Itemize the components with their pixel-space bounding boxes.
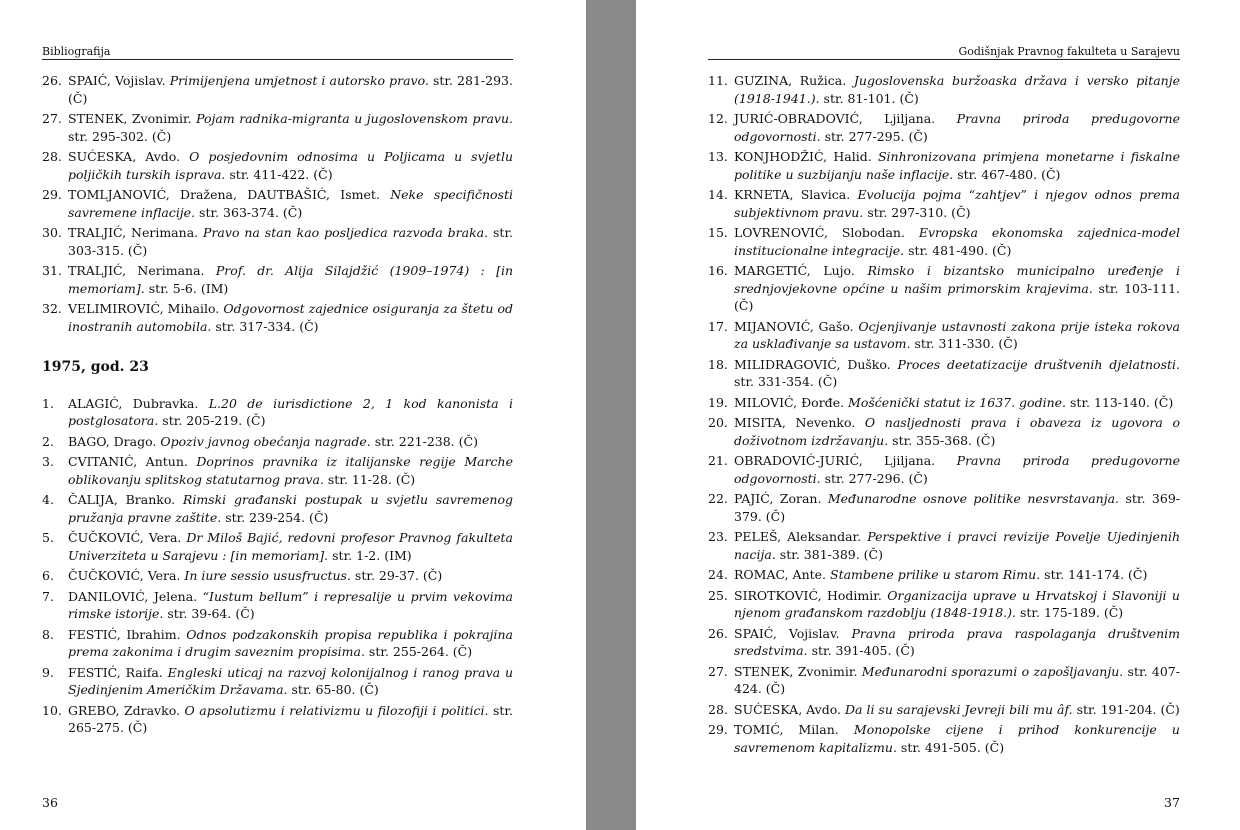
entry-author: PAJIĆ, Zoran. <box>734 491 822 506</box>
entry-number: 23. <box>708 529 728 544</box>
bibliography-entry <box>708 148 1180 183</box>
entry-author: ČUČKOVIĆ, Vera. <box>68 530 182 545</box>
entry-author: GREBO, Zdravko. <box>68 702 180 718</box>
entry-title: Engleski uticaj na razvoj kolonijalnog i ranog prava u Sjedinjenim Američkim Državama. <box>68 664 513 697</box>
entry-number: 19. <box>708 394 728 410</box>
bibliography-entry <box>708 394 1180 412</box>
bibliography-entry <box>708 663 1180 698</box>
entry-author: SUĆESKA, Avdo. <box>68 149 181 164</box>
page-number-right: 37 <box>1164 795 1180 810</box>
entry-author: MILIDRAGOVIĆ, Duško. <box>734 356 891 372</box>
entry-pages: str. 141-174. (Č) <box>1044 567 1148 582</box>
entry-pages: str. 381-389. (Č) <box>779 546 883 562</box>
entry-text[interactable] <box>734 224 1180 259</box>
entry-number: 1. <box>42 395 54 411</box>
bibliography-entry <box>42 433 513 451</box>
entry-text[interactable] <box>734 262 1180 315</box>
entry-text[interactable] <box>68 186 513 221</box>
entry-author: BAGO, Drago. <box>68 433 157 449</box>
entry-title: Sinhronizovana primjena monetarne i fiskalne politike u suzbijanju naše inflacije. <box>734 149 1180 182</box>
bibliography-entry <box>42 453 513 488</box>
entry-pages: str. 81-101. (Č) <box>823 90 919 106</box>
entry-text[interactable] <box>734 528 1180 563</box>
entry-number: 9. <box>42 664 54 680</box>
entry-author: FESTIĆ, Ibrahim. <box>68 626 181 642</box>
entry-pages: str. 113-140. (Č) <box>1070 394 1174 410</box>
entry-author: TOMIĆ, Milan. <box>734 722 839 737</box>
entry-pages: str. 205-219. (Č) <box>162 413 266 428</box>
entry-pages: str. 277-296. (Č) <box>824 470 928 486</box>
entry-title: Pojam radnika-migranta u jugoslovenskom pravu. <box>196 111 513 126</box>
bibliography-entry <box>42 224 513 259</box>
entry-text[interactable] <box>734 490 1180 525</box>
entry-author: KRNETA, Slavica. <box>734 187 851 202</box>
entry-text[interactable] <box>68 395 513 430</box>
entry-author: GUZINA, Ružica. <box>734 73 847 88</box>
entry-pages: str. 297-310. (Č) <box>867 204 971 220</box>
entry-title: Mošćenički statut iz 1637. godine. <box>848 394 1067 410</box>
entry-title: O nasljednosti prava i obaveza iz ugovora o doživotnom izdržavanju. <box>734 415 1180 448</box>
entry-text[interactable] <box>68 262 513 297</box>
entry-text[interactable] <box>734 110 1180 145</box>
entry-title: Odgovornost zajednice osiguranja za štetu od inostranih automobila. <box>68 301 513 334</box>
entry-text[interactable] <box>734 186 1180 221</box>
bibliography-entry <box>708 452 1180 487</box>
entry-title: Rimsko i bizantsko municipalno uređenje i srednjovjekovne općine u našim primorskim krajevima. <box>734 263 1180 296</box>
entry-text[interactable] <box>68 110 513 145</box>
entry-title: Proces deetatizacije društvenih djelatnosti. <box>897 356 1180 372</box>
entry-title: Doprinos pravnika iz italijanske regije Marche oblikovanju splitskog statutarnog prava. <box>68 454 513 487</box>
entry-number: 15. <box>708 225 728 240</box>
entry-author: OBRADOVIĆ-JURIĆ, Ljiljana. <box>734 453 936 468</box>
entry-pages: str. 363-374. (Č) <box>199 204 303 220</box>
entry-text[interactable] <box>734 566 1180 584</box>
entry-number: 5. <box>42 530 54 545</box>
bibliography-list-1975-continued <box>708 72 1180 756</box>
entry-title: Rimski građanski postupak u svjetlu savremenog pružanja pravne zaštite. <box>68 492 513 525</box>
entry-text[interactable] <box>734 721 1180 756</box>
entry-number: 26. <box>42 73 62 88</box>
entry-number: 18. <box>708 356 728 372</box>
entry-pages: str. 265-275. (Č) <box>68 702 513 735</box>
entry-title: O posjedovnim odnosima u Poljicama u svjetlu poljičkih turskih isprava. <box>68 149 513 182</box>
entry-title: Evropska ekonomska zajednica-model institucionalne integracije. <box>734 225 1180 258</box>
entry-pages: str. 191-204. (Č) <box>1076 701 1180 717</box>
bibliography-entry <box>708 72 1180 107</box>
entry-author: SPAIĆ, Vojislav. <box>734 625 840 641</box>
entry-number: 14. <box>708 187 728 202</box>
entry-text[interactable] <box>68 702 513 737</box>
entry-pages: str. 221-238. (Č) <box>374 433 478 449</box>
entry-author: SUĆESKA, Avdo. <box>734 701 842 717</box>
entry-number: 13. <box>708 149 728 164</box>
entry-title: Stambene prilike u starom Rimu. <box>830 567 1041 582</box>
entry-number: 29. <box>42 187 62 202</box>
entry-title: In iure sessio ususfructus. <box>184 568 351 583</box>
entry-pages: str. 295-302. (Č) <box>68 128 172 144</box>
bibliography-entry <box>42 186 513 221</box>
entry-number: 25. <box>708 587 728 603</box>
entry-number: 4. <box>42 492 54 507</box>
entry-number: 7. <box>42 588 54 604</box>
entry-text[interactable] <box>68 491 513 526</box>
bibliography-entry <box>708 110 1180 145</box>
bibliography-entry <box>42 72 513 107</box>
entry-title: Ocjenjivanje ustavnosti zakona prije isteka rokova za usklađivanje sa ustavom. <box>734 318 1181 351</box>
bibliography-entry <box>42 148 513 183</box>
entry-pages: str. 355-368. (Č) <box>892 432 996 448</box>
entry-number: 12. <box>708 111 728 126</box>
entry-pages: str. 11-28. (Č) <box>327 471 416 487</box>
entry-author: TOMLJANOVIĆ, Dražena, DAUTBAŠIĆ, Ismet. <box>68 187 380 202</box>
entry-text[interactable] <box>734 148 1180 183</box>
entry-title: Pravna priroda predugovorne odgovornosti. <box>734 453 1180 486</box>
bibliography-entry <box>42 588 513 623</box>
entry-pages: str. 411-422. (Č) <box>229 166 333 182</box>
page-number-left: 36 <box>42 795 58 810</box>
entry-number: 10. <box>42 702 62 718</box>
entry-pages: str. 239-254. (Č) <box>225 509 329 525</box>
bibliography-list-1975 <box>42 395 513 737</box>
entry-author: MILOVIĆ, Đorđe. <box>734 394 845 410</box>
section-heading-1975: 1975, god. 23 <box>42 359 149 375</box>
entry-author: SIROTKOVIĆ, Hodimir. <box>734 587 882 603</box>
right-column <box>708 72 1180 759</box>
entry-author: CVITANIĆ, Antun. <box>68 454 188 469</box>
entry-number: 11. <box>708 73 728 88</box>
bibliography-entry <box>42 664 513 699</box>
entry-number: 8. <box>42 626 54 642</box>
bibliography-entry <box>708 587 1180 622</box>
entry-pages: str. 175-189. (Č) <box>1019 605 1124 620</box>
entry-text[interactable] <box>734 625 1180 660</box>
entry-title: Organizacija uprave u Hrvatskoj i Slavoniji u njenom građanskom razdoblju (1848-1918.). <box>734 587 1180 620</box>
entry-author: STENEK, Zvonimir. <box>734 663 858 679</box>
entry-number: 32. <box>42 301 62 316</box>
entry-title: Dr Miloš Bajić, redovni profesor Pravnog fakulteta Univerziteta u Sarajevu : [in memoriam]. <box>68 530 513 563</box>
entry-number: 16. <box>708 263 728 278</box>
bibliography-entry <box>42 567 513 585</box>
entry-number: 22. <box>708 491 728 506</box>
entry-number: 3. <box>42 454 54 469</box>
entry-number: 28. <box>708 701 728 717</box>
entry-text[interactable] <box>68 529 513 564</box>
entry-title: Pravo na stan kao posljedica razvoda braka. <box>203 225 489 240</box>
entry-title: Pravna priroda predugovorne odgovornosti. <box>734 111 1180 144</box>
bibliography-entry <box>708 721 1180 756</box>
entry-number: 17. <box>708 318 728 334</box>
entry-pages: str. 29-37. (Č) <box>354 568 443 583</box>
entry-number: 2. <box>42 433 54 449</box>
bibliography-entry <box>42 262 513 297</box>
bibliography-entry <box>42 529 513 564</box>
running-header-right: Godišnjak Pravnog fakulteta u Sarajevu <box>708 45 1180 60</box>
entry-pages: str. 5-6. (IM) <box>148 280 229 296</box>
entry-pages: str. 391-405. (Č) <box>811 643 915 658</box>
entry-pages: str. 277-295. (Č) <box>824 128 928 144</box>
entry-title: Prof. dr. Alija Silajdžić (1909–1974) : [in memoriam]. <box>68 263 513 296</box>
entry-text[interactable] <box>68 72 513 107</box>
entry-text[interactable] <box>68 626 513 661</box>
entry-author: PELEŠ, Aleksandar. <box>734 529 862 544</box>
entry-author: SPAIĆ, Vojislav. <box>68 73 166 88</box>
entry-title: L.20 de iurisdictione 2, 1 kod kanonista i postglosatora. <box>68 395 513 428</box>
entry-author: VELIMIROVIĆ, Mihailo. <box>68 301 220 316</box>
bibliography-entry <box>708 566 1180 584</box>
bibliography-entry <box>42 300 513 335</box>
entry-text[interactable] <box>68 300 513 335</box>
entry-title: Monopolske cijene i prihod konkurencije u savremenom kapitalizmu. <box>734 722 1180 755</box>
bibliography-entry <box>42 395 513 430</box>
bibliography-entry <box>708 490 1180 525</box>
entry-text[interactable] <box>734 414 1180 449</box>
bibliography-entry <box>42 702 513 737</box>
entry-number: 28. <box>42 149 62 164</box>
entry-title: Međunarodne osnove politike nesvrstavanja. <box>827 491 1120 506</box>
entry-title: O apsolutizmu i relativizmu u filozofiji i politici. <box>184 702 489 718</box>
entry-title: Jugoslovenska buržoaska država i versko pitanje (1918-1941.). <box>734 73 1180 106</box>
bibliography-list-1974 <box>42 72 513 335</box>
entry-number: 26. <box>708 625 728 641</box>
entry-number: 30. <box>42 225 62 240</box>
entry-text[interactable] <box>68 664 513 699</box>
bibliography-entry <box>708 625 1180 660</box>
entry-author: ČUČKOVIĆ, Vera. <box>68 568 181 583</box>
entry-author: ČALIJA, Branko. <box>68 492 176 507</box>
entry-title: Neke specifičnosti savremene inflacije. <box>68 187 513 220</box>
entry-author: ROMAC, Ante. <box>734 567 827 582</box>
entry-pages: str. 1-2. (IM) <box>332 547 412 563</box>
bibliography-entry <box>708 528 1180 563</box>
entry-number: 27. <box>708 663 728 679</box>
left-page <box>0 0 586 830</box>
entry-title: “Iustum bellum” i represalije u prvim vekovima rimske istorije. <box>68 588 513 621</box>
entry-pages: str. 369-379. (Č) <box>734 491 1180 524</box>
entry-pages: str. 303-315. (Č) <box>68 225 514 258</box>
entry-pages: str. 281-293. (Č) <box>68 73 513 106</box>
entry-title: Pravna priroda prava raspolaganja društvenim sredstvima. <box>734 625 1180 658</box>
running-header-left: Bibliografija <box>42 45 513 60</box>
entry-author: KONJHODŽIĆ, Halid. <box>734 149 872 164</box>
entry-title: Perspektive i pravci revizije Povelje Ujedinjenih nacija. <box>734 529 1180 562</box>
entry-title: Evolucija pojma “zahtjev” i njegov odnos prema subjektivnom pravu. <box>734 187 1180 220</box>
entry-author: MIJANOVIĆ, Gašo. <box>734 318 854 334</box>
entry-author: ALAGIĆ, Dubravka. <box>68 395 199 411</box>
entry-title: Opoziv javnog obećanja nagrade. <box>160 433 371 449</box>
entry-number: 6. <box>42 568 54 583</box>
entry-pages: str. 467-480. (Č) <box>957 166 1061 182</box>
entry-pages: str. 65-80. (Č) <box>291 682 379 697</box>
entry-text[interactable] <box>734 72 1180 107</box>
entry-pages: str. 39-64. (Č) <box>167 606 255 621</box>
entry-pages: str. 255-264. (Č) <box>368 644 473 659</box>
entry-text[interactable] <box>734 663 1180 698</box>
bibliography-entry <box>708 186 1180 221</box>
entry-author: TRALJIĆ, Nerimana. <box>68 225 199 240</box>
entry-text[interactable] <box>68 567 513 585</box>
bibliography-entry <box>708 262 1180 315</box>
entry-author: MARGETIĆ, Lujo. <box>734 263 855 278</box>
entry-pages: str. 491-505. (Č) <box>900 739 1005 755</box>
entry-text[interactable] <box>734 318 1180 353</box>
entry-number: 21. <box>708 453 728 468</box>
entry-author: MISITA, Nevenko. <box>734 415 856 430</box>
entry-number: 27. <box>42 111 62 126</box>
left-column <box>42 72 513 740</box>
bibliography-entry <box>708 224 1180 259</box>
entry-pages: str. 407-424. (Č) <box>734 663 1180 696</box>
entry-pages: str. 317-334. (Č) <box>215 318 319 334</box>
entry-pages: str. 311-330. (Č) <box>914 336 1018 351</box>
bibliography-entry <box>42 491 513 526</box>
entry-text[interactable] <box>68 433 513 451</box>
entry-pages: str. 481-490. (Č) <box>908 242 1012 258</box>
entry-text[interactable] <box>734 587 1180 622</box>
entry-title: Primijenjena umjetnost i autorsko pravo. <box>169 73 429 88</box>
bibliography-entry <box>42 626 513 661</box>
entry-title: Da li su sarajevski Jevreji bili mu âf. <box>845 701 1073 717</box>
entry-title: Međunarodni sporazumi o zapošljavanju. <box>861 663 1124 679</box>
bibliography-entry <box>708 701 1180 719</box>
page-gutter <box>586 0 636 830</box>
entry-text[interactable] <box>68 224 513 259</box>
entry-number: 20. <box>708 415 728 430</box>
entry-number: 29. <box>708 722 728 737</box>
entry-text[interactable] <box>734 394 1180 412</box>
bibliography-entry <box>42 110 513 145</box>
entry-author: FESTIĆ, Raifa. <box>68 664 163 680</box>
bibliography-entry <box>708 318 1180 353</box>
entry-title: Odnos podzakonskih propisa republika i pokrajina prema zakonima i drugim saveznim propisima. <box>68 626 513 659</box>
entry-author: TRALJIĆ, Nerimana. <box>68 263 205 278</box>
bibliography-entry <box>708 356 1180 391</box>
entry-number: 24. <box>708 567 728 582</box>
entry-author: DANILOVIĆ, Jelena. <box>68 588 198 604</box>
entry-text[interactable] <box>734 701 1180 719</box>
entry-author: LOVRENOVIĆ, Slobodan. <box>734 225 905 240</box>
entry-number: 31. <box>42 263 62 278</box>
entry-author: JURIĆ-OBRADOVIĆ, Ljiljana. <box>734 111 936 126</box>
entry-text[interactable] <box>68 588 513 623</box>
entry-text[interactable] <box>68 453 513 488</box>
entry-text[interactable] <box>734 356 1180 391</box>
entry-text[interactable] <box>68 148 513 183</box>
entry-author: STENEK, Zvonimir. <box>68 111 192 126</box>
bibliography-entry <box>708 414 1180 449</box>
entry-pages: str. 103-111. (Č) <box>734 280 1180 313</box>
entry-text[interactable] <box>734 452 1180 487</box>
entry-pages: str. 331-354. (Č) <box>734 374 838 389</box>
